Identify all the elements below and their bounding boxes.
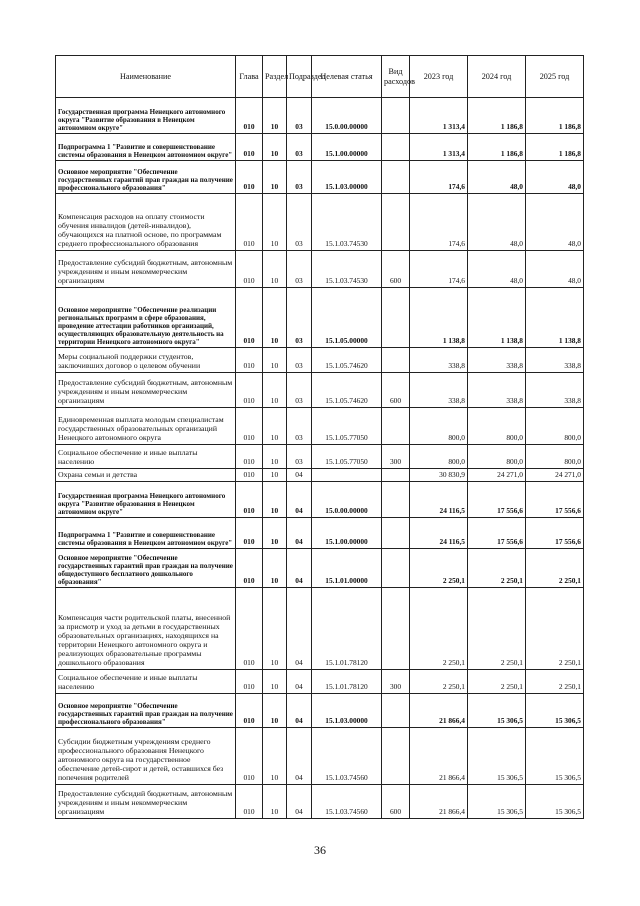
cell-podrazdel: 03 [287, 161, 312, 194]
cell-2023: 800,0 [410, 408, 468, 445]
header-target: Целевая статья [312, 56, 382, 98]
cell-razdel: 10 [263, 408, 287, 445]
cell-glava: 010 [236, 408, 263, 445]
cell-glava: 010 [236, 251, 263, 288]
table-row [56, 98, 584, 134]
cell-razdel: 10 [263, 251, 287, 288]
cell-2023: 1 138,8 [410, 288, 468, 348]
cell-vid [382, 588, 410, 670]
cell-podrazdel: 03 [287, 251, 312, 288]
cell-2023: 2 250,1 [410, 670, 468, 694]
cell-podrazdel: 04 [287, 482, 312, 518]
table-row [56, 549, 584, 588]
cell-name: Единовременная выплата молодым специалистам государственных образовательных организаций Ненецкого автономного округа [56, 408, 236, 445]
cell-target: 15.1.05.74620 [312, 373, 382, 408]
header-name: Наименование [56, 56, 236, 98]
cell-glava: 010 [236, 194, 263, 251]
header-2023: 2023 год [410, 56, 468, 98]
cell-glava: 010 [236, 348, 263, 373]
cell-name: Основное мероприятие "Обеспечение реализации региональных программ в сфере образования, проведение аттестации работников организаций, осуществляющих образовательную деятельность на территории Ненецкого автономного округа" [56, 288, 236, 348]
cell-glava: 010 [236, 588, 263, 670]
cell-2023: 338,8 [410, 348, 468, 373]
cell-2023: 30 830,9 [410, 469, 468, 482]
cell-vid [382, 348, 410, 373]
header-glava: Глава [236, 56, 263, 98]
header-2024: 2024 год [468, 56, 526, 98]
cell-vid [382, 518, 410, 549]
cell-podrazdel: 04 [287, 588, 312, 670]
cell-razdel: 10 [263, 161, 287, 194]
cell-2024: 338,8 [468, 373, 526, 408]
cell-glava: 010 [236, 134, 263, 161]
cell-2024: 2 250,1 [468, 549, 526, 588]
cell-2025: 2 250,1 [526, 670, 584, 694]
cell-podrazdel: 03 [287, 134, 312, 161]
table-row [56, 518, 584, 549]
cell-target: 15.1.03.74530 [312, 251, 382, 288]
cell-2024: 1 186,8 [468, 134, 526, 161]
cell-vid [382, 288, 410, 348]
cell-vid [382, 98, 410, 134]
cell-2024: 15 306,5 [468, 785, 526, 819]
cell-2024: 1 138,8 [468, 288, 526, 348]
cell-name: Компенсация расходов на оплату стоимости обучения инвалидов (детей-инвалидов), обучающихся на платной основе, по программам среднего профессионального образования [56, 194, 236, 251]
cell-podrazdel: 03 [287, 445, 312, 469]
cell-vid [382, 482, 410, 518]
cell-target: 15.1.00.00000 [312, 134, 382, 161]
cell-name: Основное мероприятие "Обеспечение государственных гарантий прав граждан на получение профессионального образования" [56, 161, 236, 194]
table-row [56, 348, 584, 373]
cell-vid [382, 728, 410, 785]
cell-2024: 17 556,6 [468, 482, 526, 518]
cell-glava: 010 [236, 445, 263, 469]
cell-razdel: 10 [263, 194, 287, 251]
cell-podrazdel: 04 [287, 728, 312, 785]
cell-vid: 600 [382, 373, 410, 408]
cell-razdel: 10 [263, 518, 287, 549]
cell-2025: 48,0 [526, 194, 584, 251]
cell-vid [382, 549, 410, 588]
page-number: 36 [314, 843, 326, 857]
cell-2025: 2 250,1 [526, 588, 584, 670]
cell-vid [382, 194, 410, 251]
cell-razdel: 10 [263, 98, 287, 134]
cell-target: 15.1.01.78120 [312, 588, 382, 670]
table-row [56, 194, 584, 251]
cell-2023: 2 250,1 [410, 549, 468, 588]
cell-vid [382, 134, 410, 161]
cell-2025: 2 250,1 [526, 549, 584, 588]
cell-glava: 010 [236, 161, 263, 194]
cell-target: 15.1.05.77050 [312, 408, 382, 445]
cell-glava: 010 [236, 694, 263, 728]
cell-podrazdel: 04 [287, 518, 312, 549]
cell-podrazdel: 04 [287, 694, 312, 728]
cell-2024: 338,8 [468, 348, 526, 373]
cell-target: 15.1.01.00000 [312, 549, 382, 588]
cell-2023: 800,0 [410, 445, 468, 469]
cell-2024: 48,0 [468, 251, 526, 288]
cell-name: Компенсация части родительской платы, внесенной за присмотр и уход за детьми в государственных образовательных организациях, находящихся на территории Ненецкого автономного округа и реализующих образовательные программы дошкольного образования [56, 588, 236, 670]
cell-glava: 010 [236, 549, 263, 588]
cell-2023: 21 866,4 [410, 694, 468, 728]
cell-podrazdel: 03 [287, 98, 312, 134]
cell-target: 15.1.05.00000 [312, 288, 382, 348]
cell-2025: 1 186,8 [526, 98, 584, 134]
cell-2025: 15 306,5 [526, 785, 584, 819]
table-row [56, 134, 584, 161]
cell-name: Предоставление субсидий бюджетным, автономным учреждениям и иным некоммерческим организациям [56, 373, 236, 408]
cell-2025: 48,0 [526, 161, 584, 194]
cell-name: Меры социальной поддержки студентов, заключивших договор о целевом обучении [56, 348, 236, 373]
cell-2024: 2 250,1 [468, 588, 526, 670]
table-header-row [56, 56, 584, 98]
cell-target: 15.1.03.74560 [312, 728, 382, 785]
cell-razdel: 10 [263, 588, 287, 670]
cell-target: 15.1.03.00000 [312, 161, 382, 194]
cell-name: Подпрограмма 1 "Развитие и совершенствование системы образования в Ненецком автономном округе" [56, 134, 236, 161]
table-row [56, 588, 584, 670]
cell-2025: 48,0 [526, 251, 584, 288]
cell-podrazdel: 03 [287, 288, 312, 348]
cell-vid [382, 161, 410, 194]
cell-name: Предоставление субсидий бюджетным, автономным учреждениям и иным некоммерческим организациям [56, 785, 236, 819]
table-row [56, 694, 584, 728]
cell-podrazdel: 04 [287, 549, 312, 588]
cell-glava: 010 [236, 373, 263, 408]
cell-2023: 1 313,4 [410, 98, 468, 134]
cell-glava: 010 [236, 670, 263, 694]
cell-glava: 010 [236, 518, 263, 549]
cell-target: 15.0.00.00000 [312, 98, 382, 134]
cell-target: 15.1.00.00000 [312, 518, 382, 549]
cell-2025: 338,8 [526, 373, 584, 408]
cell-vid: 300 [382, 445, 410, 469]
cell-2023: 174,6 [410, 251, 468, 288]
cell-razdel: 10 [263, 469, 287, 482]
cell-name: Охрана семьи и детства [56, 469, 236, 482]
cell-vid [382, 694, 410, 728]
cell-2024: 48,0 [468, 161, 526, 194]
cell-2024: 15 306,5 [468, 728, 526, 785]
cell-target: 15.1.03.74530 [312, 194, 382, 251]
cell-podrazdel: 03 [287, 373, 312, 408]
cell-2024: 1 186,8 [468, 98, 526, 134]
cell-glava: 010 [236, 728, 263, 785]
cell-razdel: 10 [263, 445, 287, 469]
cell-vid: 300 [382, 670, 410, 694]
cell-glava: 010 [236, 482, 263, 518]
cell-2023: 1 313,4 [410, 134, 468, 161]
cell-glava: 010 [236, 785, 263, 819]
table-row [56, 482, 584, 518]
table-row [56, 728, 584, 785]
cell-2023: 21 866,4 [410, 785, 468, 819]
cell-target: 15.1.03.74560 [312, 785, 382, 819]
cell-name: Субсидии бюджетным учреждениям среднего профессионального образования Ненецкого автономного округа на государственное обеспечение детей-сирот и детей, оставшихся без попечения родителей [56, 728, 236, 785]
table-row [56, 408, 584, 445]
table-row [56, 251, 584, 288]
cell-razdel: 10 [263, 134, 287, 161]
cell-razdel: 10 [263, 288, 287, 348]
cell-2024: 800,0 [468, 445, 526, 469]
cell-2024: 48,0 [468, 194, 526, 251]
cell-2025: 1 138,8 [526, 288, 584, 348]
cell-razdel: 10 [263, 785, 287, 819]
cell-2024: 15 306,5 [468, 694, 526, 728]
cell-razdel: 10 [263, 549, 287, 588]
cell-vid [382, 469, 410, 482]
table-body [56, 98, 584, 819]
cell-razdel: 10 [263, 728, 287, 785]
cell-name: Основное мероприятие "Обеспечение государственных гарантий прав граждан на получение общедоступного бесплатного дошкольного образования" [56, 549, 236, 588]
cell-name: Подпрограмма 1 "Развитие и совершенствование системы образования в Ненецком автономном округе" [56, 518, 236, 549]
cell-2025: 800,0 [526, 445, 584, 469]
cell-2025: 338,8 [526, 348, 584, 373]
cell-2024: 2 250,1 [468, 670, 526, 694]
cell-name: Социальное обеспечение и иные выплаты населению [56, 670, 236, 694]
cell-2023: 21 866,4 [410, 728, 468, 785]
cell-2023: 174,6 [410, 161, 468, 194]
cell-2025: 15 306,5 [526, 728, 584, 785]
header-vid: Вид расходов [382, 56, 410, 98]
cell-razdel: 10 [263, 482, 287, 518]
cell-glava: 010 [236, 98, 263, 134]
table-row [56, 670, 584, 694]
cell-podrazdel: 03 [287, 348, 312, 373]
cell-name: Государственная программа Ненецкого автономного округа "Развитие образования в Ненецком автономном округе" [56, 482, 236, 518]
cell-razdel: 10 [263, 373, 287, 408]
cell-podrazdel: 04 [287, 670, 312, 694]
cell-vid: 600 [382, 785, 410, 819]
cell-name: Государственная программа Ненецкого автономного округа "Развитие образования в Ненецком автономном округе" [56, 98, 236, 134]
cell-name: Социальное обеспечение и иные выплаты населению [56, 445, 236, 469]
table-row [56, 161, 584, 194]
cell-target: 15.1.05.74620 [312, 348, 382, 373]
table-row [56, 785, 584, 819]
cell-target: 15.1.01.78120 [312, 670, 382, 694]
table-row [56, 469, 584, 482]
budget-table [55, 55, 584, 819]
cell-2023: 174,6 [410, 194, 468, 251]
cell-2024: 17 556,6 [468, 518, 526, 549]
cell-podrazdel: 04 [287, 785, 312, 819]
cell-glava: 010 [236, 469, 263, 482]
cell-target: 15.1.05.77050 [312, 445, 382, 469]
table-row [56, 445, 584, 469]
cell-razdel: 10 [263, 694, 287, 728]
cell-2025: 17 556,6 [526, 518, 584, 549]
cell-2025: 800,0 [526, 408, 584, 445]
cell-2023: 338,8 [410, 373, 468, 408]
cell-2025: 17 556,6 [526, 482, 584, 518]
cell-2023: 24 116,5 [410, 482, 468, 518]
cell-2024: 24 271,0 [468, 469, 526, 482]
header-razdel: Раздел [263, 56, 287, 98]
cell-vid: 600 [382, 251, 410, 288]
cell-razdel: 10 [263, 670, 287, 694]
cell-name: Предоставление субсидий бюджетным, автономным учреждениям и иным некоммерческим организациям [56, 251, 236, 288]
cell-target [312, 469, 382, 482]
cell-target: 15.0.00.00000 [312, 482, 382, 518]
cell-vid [382, 408, 410, 445]
cell-2023: 2 250,1 [410, 588, 468, 670]
cell-podrazdel: 04 [287, 469, 312, 482]
cell-2025: 15 306,5 [526, 694, 584, 728]
header-podrazdel: Подраздел [287, 56, 312, 98]
cell-2025: 1 186,8 [526, 134, 584, 161]
cell-2023: 24 116,5 [410, 518, 468, 549]
cell-razdel: 10 [263, 348, 287, 373]
table-row [56, 373, 584, 408]
cell-2024: 800,0 [468, 408, 526, 445]
cell-target: 15.1.03.00000 [312, 694, 382, 728]
cell-name: Основное мероприятие "Обеспечение государственных гарантий прав граждан на получение профессионального образования" [56, 694, 236, 728]
table-row [56, 288, 584, 348]
cell-glava: 010 [236, 288, 263, 348]
cell-podrazdel: 03 [287, 194, 312, 251]
cell-2025: 24 271,0 [526, 469, 584, 482]
header-2025: 2025 год [526, 56, 584, 98]
cell-podrazdel: 03 [287, 408, 312, 445]
